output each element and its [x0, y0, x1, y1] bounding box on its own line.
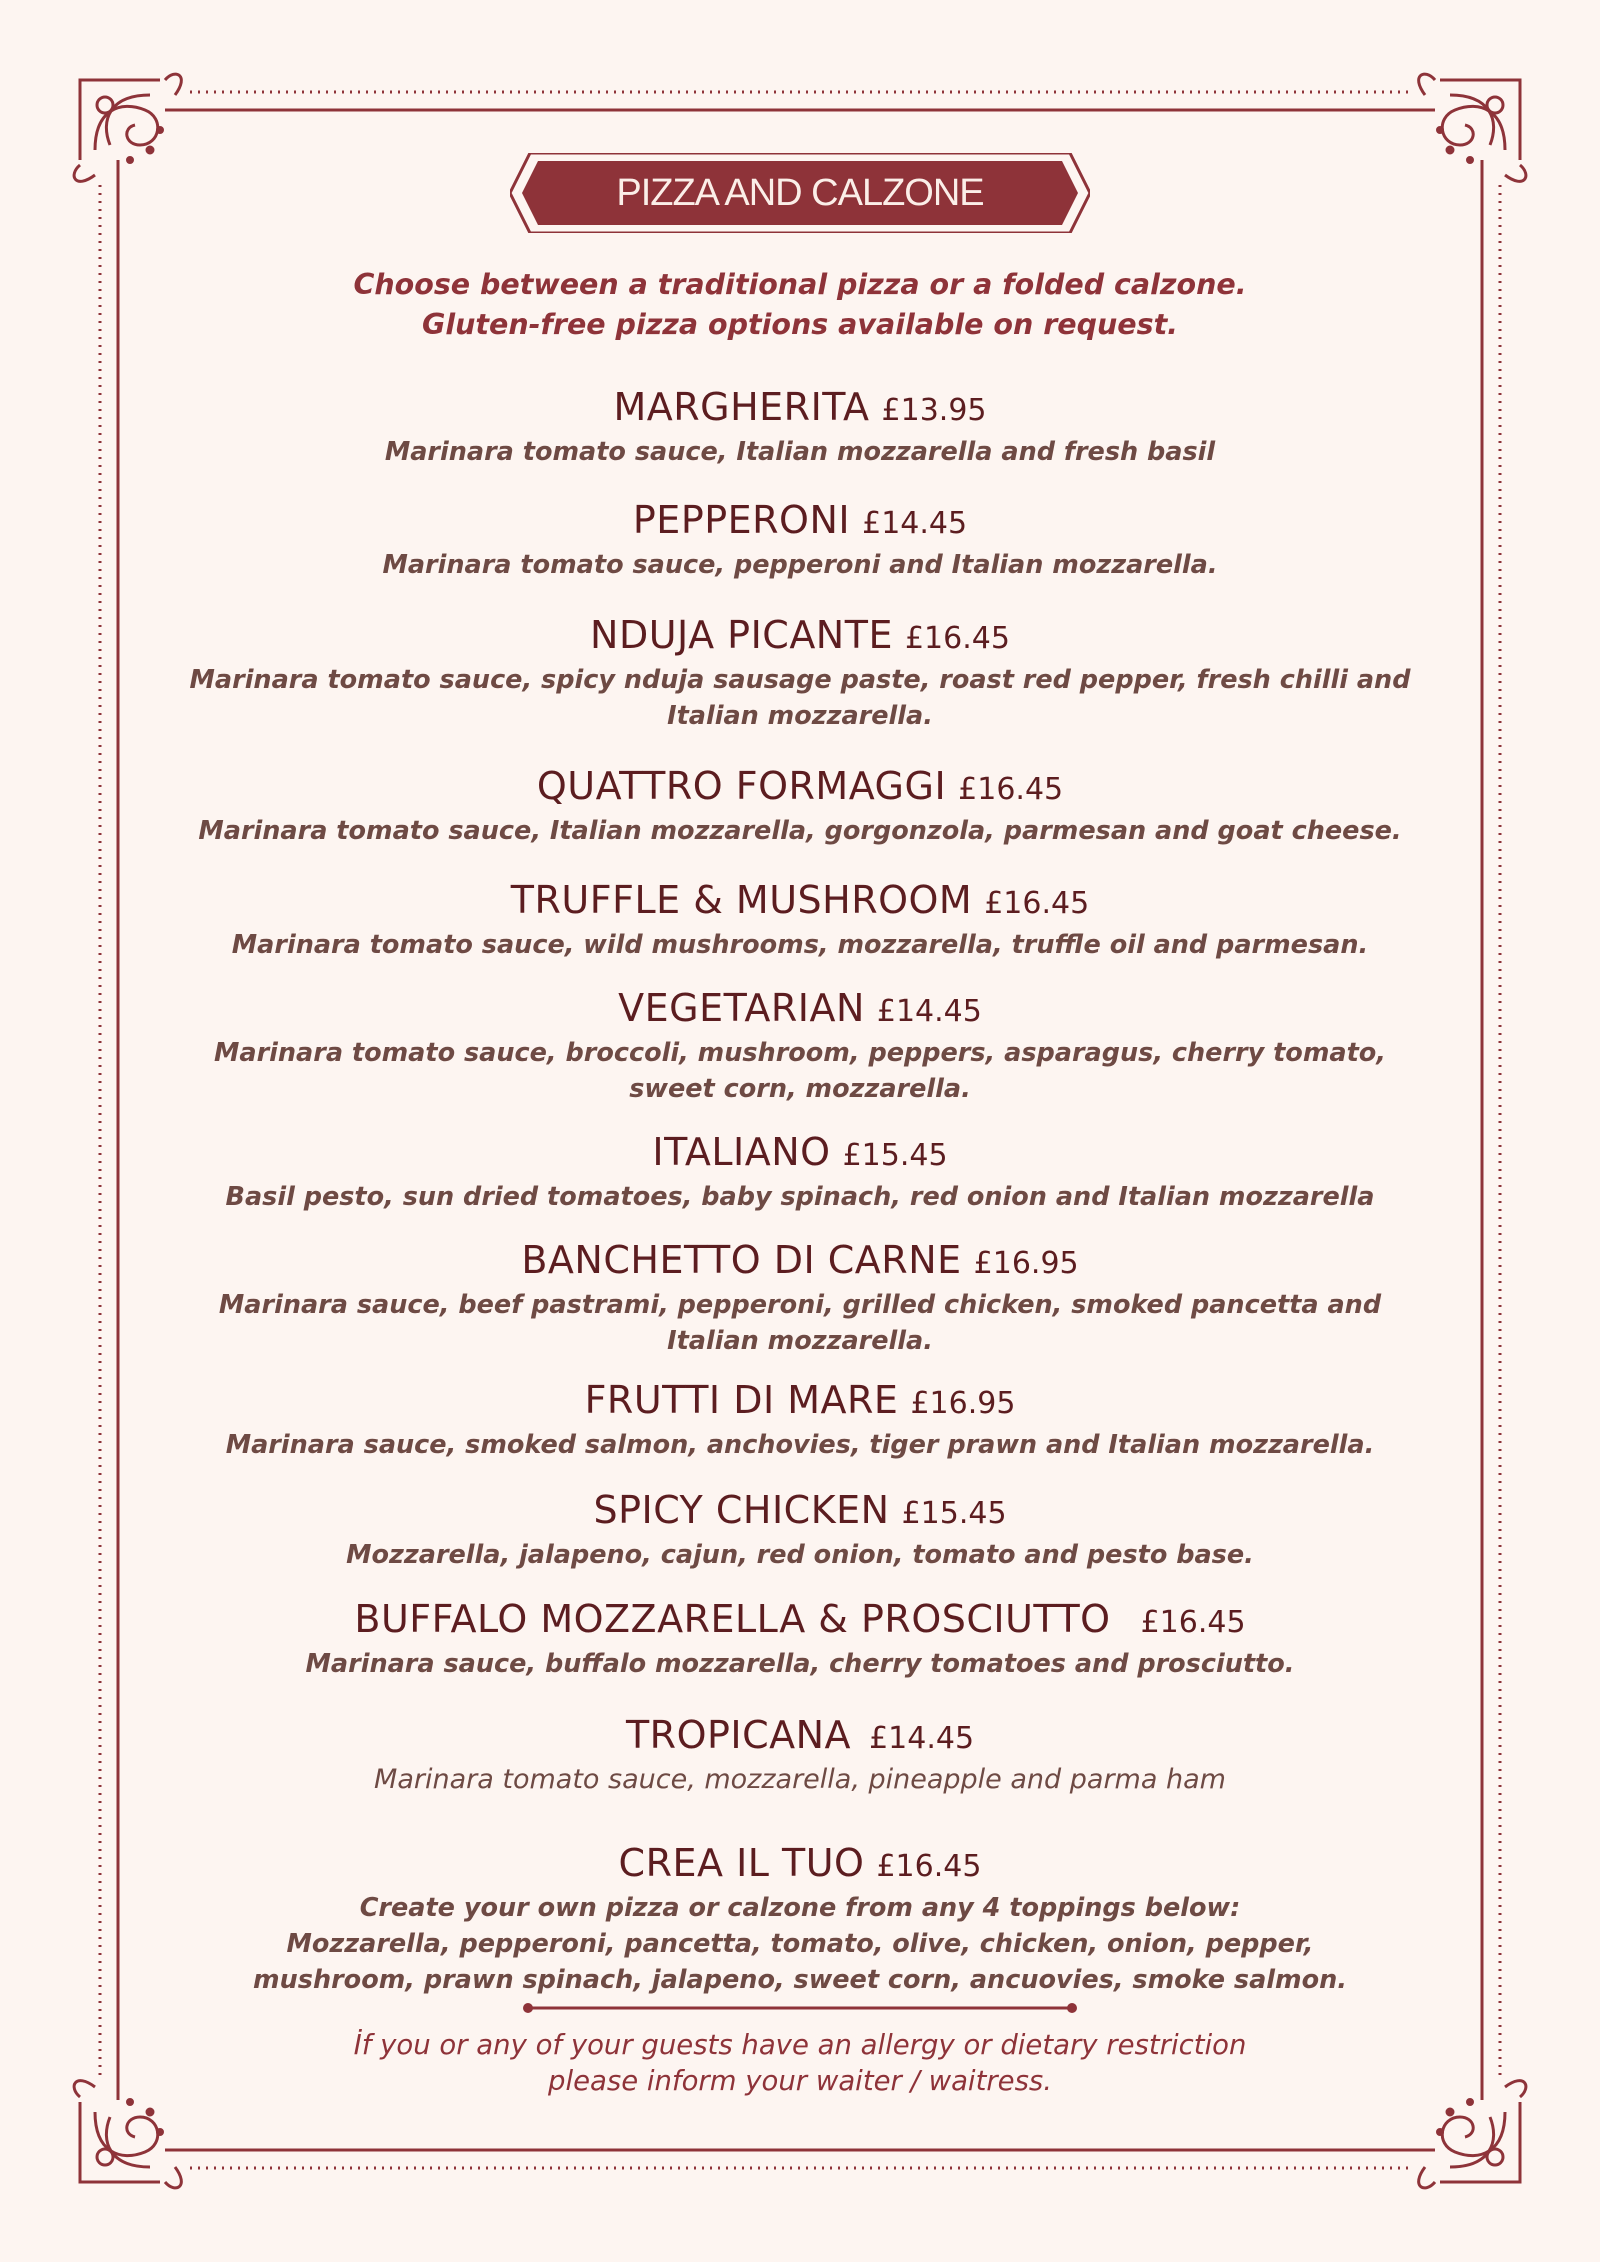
item-price: £15.45: [901, 1496, 1007, 1531]
item-description: Mozzarella, jalapeno, cajun, red onion, tomato and pesto base.: [346, 1540, 1254, 1570]
corner-ornament-bottom-left: [74, 2081, 181, 2188]
item-price: £15.45: [842, 1138, 948, 1173]
item-name: NDUJA PICANTE: [590, 613, 893, 657]
item-price: £16.95: [910, 1386, 1016, 1421]
intro-text: [200, 265, 1400, 345]
item-price: £16.95: [973, 1246, 1079, 1281]
menu-item-buffalo-mozzarella-prosciutto: [150, 1596, 1450, 1682]
item-name: FRUTTI DI MARE: [584, 1378, 899, 1422]
item-price: £14.45: [876, 994, 982, 1029]
item-name: BUFFALO MOZZARELLA & PROSCIUTTO: [354, 1597, 1111, 1641]
item-name: BANCHETTO DI CARNE: [521, 1238, 962, 1282]
item-description: Marinara tomato sauce, broccoli, mushroom, peppers, asparagus, cherry tomato, sweet corn, mozzarella.: [213, 1038, 1386, 1104]
menu-item-banchetto-di-carne: [150, 1237, 1450, 1359]
item-description: Marinara sauce, beef pastrami, pepperoni, grilled chicken, smoked pancetta and Italian mozzarella.: [218, 1290, 1382, 1356]
intro-line-1: Choose between a traditional pizza or a folded calzone.: [353, 268, 1247, 301]
item-name: TRUFFLE & MUSHROOM: [510, 878, 973, 922]
item-name: ITALIANO: [652, 1130, 831, 1174]
item-name: VEGETARIAN: [618, 986, 865, 1030]
menu-item-margherita: [150, 384, 1450, 470]
item-price: £16.45: [876, 1849, 982, 1884]
menu-item-italiano: [150, 1129, 1450, 1215]
menu-item-spicy-chicken: [150, 1487, 1450, 1573]
item-price: £14.45: [869, 1721, 975, 1756]
corner-ornament-top-right: [1419, 74, 1526, 181]
item-description: Create your own pizza or calzone from any 4 toppings below: Mozzarella, pepperoni, pancetta, tomato, olive, chicken, onion, pepper, mushroom, prawn spinach, jalapeno, sweet corn, ancuovies, smoke salmon.: [253, 1893, 1347, 1995]
item-price: £16.45: [984, 886, 1090, 921]
item-price: £16.45: [958, 772, 1064, 807]
item-description: Marinara tomato sauce, pepperoni and Italian mozzarella.: [382, 550, 1218, 580]
allergy-notice-line-1: İf you or any of your guests have an allergy or dietary restriction: [353, 2029, 1247, 2061]
item-description: Marinara tomato sauce, Italian mozzarella and fresh basil: [384, 437, 1216, 467]
menu-item-truffle-mushroom: [150, 877, 1450, 963]
item-price: £16.45: [904, 621, 1010, 656]
item-description: Basil pesto, sun dried tomatoes, baby spinach, red onion and Italian mozzarella: [225, 1182, 1375, 1212]
menu-item-nduja-picante: [150, 612, 1450, 734]
item-description: Marinara tomato sauce, wild mushrooms, mozzarella, truffle oil and parmesan.: [231, 930, 1369, 960]
corner-ornament-top-left: [74, 74, 181, 181]
corner-ornament-bottom-right: [1419, 2081, 1526, 2188]
item-name: SPICY CHICKEN: [593, 1488, 890, 1532]
menu-item-crea-il-tuo: [150, 1840, 1450, 1998]
menu-item-quattro-formaggi: [150, 763, 1450, 849]
item-price: £14.45: [862, 506, 968, 541]
page-title: PIZZA AND CALZONE: [616, 172, 984, 214]
item-price: £16.45: [1140, 1605, 1246, 1640]
menu-item-vegetarian: [150, 985, 1450, 1107]
item-description: Marinara sauce, buffalo mozzarella, cherry tomatoes and prosciutto.: [305, 1649, 1295, 1679]
allergy-notice-line-2: please inform your waiter / waitress.: [548, 2065, 1052, 2097]
allergy-notice: [200, 2027, 1400, 2099]
item-name: QUATTRO FORMAGGI: [536, 764, 947, 808]
menu-item-tropicana: [150, 1712, 1450, 1798]
intro-line-2: Gluten-free pizza options available on request.: [421, 308, 1179, 341]
item-name: CREA IL TUO: [618, 1841, 865, 1885]
item-price: £13.95: [881, 393, 987, 428]
item-name: PEPPERONI: [632, 498, 851, 542]
menu-item-frutti-di-mare: [150, 1377, 1450, 1463]
item-description: Marinara tomato sauce, Italian mozzarella, gorgonzola, parmesan and goat cheese.: [198, 816, 1402, 846]
item-description: Marinara tomato sauce, spicy nduja sausage paste, roast red pepper, fresh chilli and Italian mozzarella.: [189, 665, 1411, 731]
divider-line: [520, 1998, 1080, 2018]
title-banner: [510, 153, 1090, 233]
item-name: MARGHERITA: [613, 385, 870, 429]
item-name: TROPICANA: [625, 1713, 852, 1757]
item-description: Marinara sauce, smoked salmon, anchovies, tiger prawn and Italian mozzarella.: [225, 1430, 1375, 1460]
menu-item-pepperoni: [150, 497, 1450, 583]
item-description: Marinara tomato sauce, mozzarella, pineapple and parma ham: [374, 1764, 1226, 1795]
